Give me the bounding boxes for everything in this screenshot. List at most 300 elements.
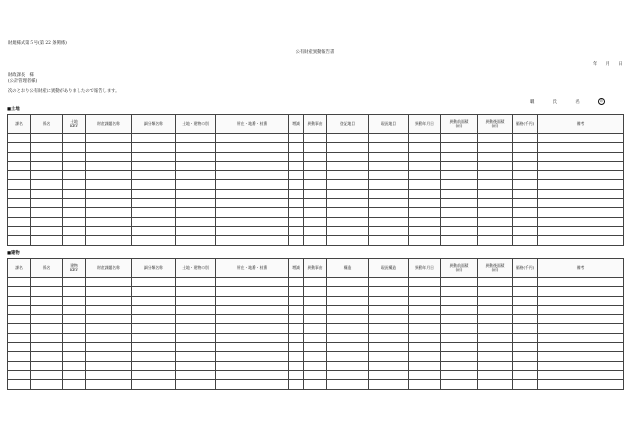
building-table-cell bbox=[538, 296, 624, 305]
building-table-cell bbox=[8, 287, 31, 296]
land-table-cell bbox=[289, 134, 304, 143]
land-header-row bbox=[8, 115, 624, 134]
land-table-cell bbox=[176, 199, 216, 208]
building-table-cell bbox=[327, 333, 369, 342]
building-table-cell bbox=[8, 305, 31, 314]
building-table-cell bbox=[216, 305, 289, 314]
building-table-cell bbox=[176, 287, 216, 296]
building-table-cell bbox=[513, 380, 538, 389]
building-table-cell bbox=[86, 352, 132, 361]
land-table-cell bbox=[304, 143, 327, 152]
building-table-cell bbox=[409, 305, 441, 314]
building-table-cell bbox=[63, 305, 86, 314]
building-table-cell bbox=[63, 324, 86, 333]
building-table-cell bbox=[8, 380, 31, 389]
building-table-cell bbox=[31, 352, 63, 361]
land-table-row bbox=[8, 180, 624, 189]
building-table-cell bbox=[31, 333, 63, 342]
building-table-cell bbox=[289, 370, 304, 379]
land-table-cell bbox=[289, 199, 304, 208]
land-column-header: 現況地目 bbox=[369, 115, 409, 134]
building-table-cell bbox=[86, 278, 132, 287]
land-table-row bbox=[8, 217, 624, 226]
building-table-cell bbox=[409, 343, 441, 352]
building-table-cell bbox=[304, 380, 327, 389]
building-table-cell bbox=[441, 305, 478, 314]
building-table-cell bbox=[63, 333, 86, 342]
building-table-cell bbox=[478, 324, 513, 333]
building-table-row bbox=[8, 305, 624, 314]
land-table bbox=[7, 114, 624, 246]
building-column-header: 現況構造 bbox=[369, 259, 409, 278]
building-table-cell bbox=[441, 324, 478, 333]
land-table-cell bbox=[369, 152, 409, 161]
building-table-cell bbox=[216, 361, 289, 370]
building-column-header: 備考 bbox=[538, 259, 624, 278]
land-table-cell bbox=[176, 143, 216, 152]
land-table-cell bbox=[327, 161, 369, 170]
land-table-cell bbox=[63, 236, 86, 245]
land-table-cell bbox=[216, 236, 289, 245]
land-table-cell bbox=[31, 189, 63, 198]
building-column-header: 価格(千円) bbox=[513, 259, 538, 278]
building-table-cell bbox=[538, 333, 624, 342]
land-table-cell bbox=[304, 236, 327, 245]
land-table-row bbox=[8, 199, 624, 208]
building-table-row bbox=[8, 287, 624, 296]
building-table-cell bbox=[176, 343, 216, 352]
building-table-cell bbox=[216, 380, 289, 389]
land-table-cell bbox=[31, 161, 63, 170]
land-table-cell bbox=[86, 180, 132, 189]
building-table-cell bbox=[327, 324, 369, 333]
land-table-cell bbox=[289, 143, 304, 152]
land-table-cell bbox=[8, 134, 31, 143]
land-table-cell bbox=[327, 134, 369, 143]
land-table-cell bbox=[176, 180, 216, 189]
land-table-cell bbox=[63, 134, 86, 143]
building-table-cell bbox=[513, 315, 538, 324]
land-table-cell bbox=[369, 226, 409, 235]
land-table-cell bbox=[86, 161, 132, 170]
building-table-cell bbox=[513, 278, 538, 287]
land-table-cell bbox=[176, 208, 216, 217]
land-table-cell bbox=[289, 152, 304, 161]
land-table-cell bbox=[478, 134, 513, 143]
land-table-cell bbox=[176, 152, 216, 161]
building-table-cell bbox=[327, 296, 369, 305]
land-table-cell bbox=[538, 180, 624, 189]
land-column-header: 係名 bbox=[31, 115, 63, 134]
land-column-header: 財産課題名称 bbox=[86, 115, 132, 134]
intro-text: 次のとおり公有財産に異動がありましたので報告します。 bbox=[8, 89, 120, 94]
land-table-cell bbox=[369, 208, 409, 217]
land-table-cell bbox=[304, 134, 327, 143]
building-table-cell bbox=[63, 287, 86, 296]
building-table-cell bbox=[409, 370, 441, 379]
building-table-cell bbox=[176, 370, 216, 379]
land-table-cell bbox=[513, 226, 538, 235]
land-column-header: 細分類名称 bbox=[132, 115, 176, 134]
land-column-header: 異動前面積 (㎡) bbox=[441, 115, 478, 134]
building-table-cell bbox=[327, 343, 369, 352]
building-table-cell bbox=[63, 380, 86, 389]
land-table-cell bbox=[289, 189, 304, 198]
building-table-cell bbox=[513, 324, 538, 333]
building-table-cell bbox=[327, 287, 369, 296]
accounting-manager: (公計管理者様) bbox=[8, 79, 38, 84]
building-table-cell bbox=[478, 305, 513, 314]
land-table-cell bbox=[132, 208, 176, 217]
form-code: 財規様式第５号(第 22 条関係) bbox=[8, 41, 67, 46]
building-column-header: 所在・地番・枝番 bbox=[216, 259, 289, 278]
building-table-cell bbox=[369, 352, 409, 361]
land-table-cell bbox=[63, 143, 86, 152]
land-table-cell bbox=[513, 143, 538, 152]
land-table-cell bbox=[369, 199, 409, 208]
land-table-cell bbox=[176, 134, 216, 143]
land-table-cell bbox=[31, 134, 63, 143]
land-table-row bbox=[8, 143, 624, 152]
land-table-cell bbox=[304, 161, 327, 170]
building-table-cell bbox=[8, 352, 31, 361]
land-table-cell bbox=[538, 161, 624, 170]
land-table-cell bbox=[409, 236, 441, 245]
building-table-cell bbox=[176, 305, 216, 314]
date-line bbox=[586, 62, 623, 67]
land-table-cell bbox=[132, 180, 176, 189]
land-table-cell bbox=[132, 226, 176, 235]
land-column-header: 備考 bbox=[538, 115, 624, 134]
land-table-cell bbox=[441, 152, 478, 161]
land-table-cell bbox=[538, 134, 624, 143]
building-table-cell bbox=[304, 315, 327, 324]
land-table-cell bbox=[8, 180, 31, 189]
building-table-cell bbox=[304, 361, 327, 370]
land-table-cell bbox=[86, 189, 132, 198]
building-table-cell bbox=[478, 287, 513, 296]
building-table-cell bbox=[31, 278, 63, 287]
building-table-cell bbox=[369, 361, 409, 370]
land-table-cell bbox=[216, 180, 289, 189]
building-table-cell bbox=[132, 324, 176, 333]
building-table-cell bbox=[216, 287, 289, 296]
building-table-cell bbox=[63, 296, 86, 305]
building-table-row bbox=[8, 324, 624, 333]
land-table-cell bbox=[216, 161, 289, 170]
land-table-cell bbox=[327, 171, 369, 180]
building-table-cell bbox=[369, 343, 409, 352]
land-table-cell bbox=[441, 134, 478, 143]
land-table-cell bbox=[369, 180, 409, 189]
land-table-cell bbox=[478, 143, 513, 152]
building-table-cell bbox=[31, 324, 63, 333]
land-table-cell bbox=[409, 189, 441, 198]
building-table-cell bbox=[63, 315, 86, 324]
land-table-cell bbox=[478, 152, 513, 161]
land-table-cell bbox=[8, 161, 31, 170]
building-table-cell bbox=[86, 315, 132, 324]
building-table-cell bbox=[409, 361, 441, 370]
land-table-cell bbox=[478, 171, 513, 180]
land-table-cell bbox=[63, 161, 86, 170]
building-table-cell bbox=[176, 333, 216, 342]
land-table-cell bbox=[327, 180, 369, 189]
building-table-cell bbox=[289, 324, 304, 333]
building-table-cell bbox=[441, 315, 478, 324]
building-table-cell bbox=[86, 305, 132, 314]
building-table-cell bbox=[31, 287, 63, 296]
building-table-cell bbox=[409, 380, 441, 389]
land-table-cell bbox=[369, 161, 409, 170]
land-column-header: 土地・建物の別 bbox=[176, 115, 216, 134]
building-table-cell bbox=[216, 324, 289, 333]
land-table-cell bbox=[538, 208, 624, 217]
land-table-cell bbox=[132, 152, 176, 161]
building-table-cell bbox=[327, 361, 369, 370]
building-column-header: 細分類名称 bbox=[132, 259, 176, 278]
building-table-cell bbox=[132, 296, 176, 305]
building-table-row bbox=[8, 315, 624, 324]
land-table-cell bbox=[369, 217, 409, 226]
land-table-row bbox=[8, 171, 624, 180]
building-table-cell bbox=[132, 305, 176, 314]
land-table-cell bbox=[86, 226, 132, 235]
building-column-header: 財産課題名称 bbox=[86, 259, 132, 278]
land-table-cell bbox=[86, 134, 132, 143]
date-day-label: 日 bbox=[618, 62, 623, 67]
land-table-cell bbox=[538, 152, 624, 161]
land-table-cell bbox=[289, 208, 304, 217]
land-table-cell bbox=[478, 180, 513, 189]
building-table-cell bbox=[132, 287, 176, 296]
building-table-cell bbox=[304, 370, 327, 379]
building-table-cell bbox=[478, 315, 513, 324]
land-table-cell bbox=[304, 208, 327, 217]
building-table-cell bbox=[8, 333, 31, 342]
building-table-cell bbox=[409, 315, 441, 324]
land-table-cell bbox=[441, 236, 478, 245]
building-body bbox=[8, 278, 624, 390]
building-table-cell bbox=[409, 296, 441, 305]
building-table-cell bbox=[327, 278, 369, 287]
building-table-cell bbox=[304, 352, 327, 361]
building-table-row bbox=[8, 343, 624, 352]
building-table-cell bbox=[369, 315, 409, 324]
land-table-cell bbox=[289, 226, 304, 235]
land-body bbox=[8, 134, 624, 246]
land-table-cell bbox=[409, 217, 441, 226]
building-table bbox=[7, 258, 624, 390]
land-table-cell bbox=[409, 143, 441, 152]
land-table-cell bbox=[8, 208, 31, 217]
building-table-cell bbox=[86, 343, 132, 352]
land-table-cell bbox=[441, 217, 478, 226]
land-table-cell bbox=[31, 226, 63, 235]
land-table-cell bbox=[86, 152, 132, 161]
building-table-cell bbox=[31, 305, 63, 314]
building-table-cell bbox=[132, 315, 176, 324]
building-table-cell bbox=[132, 343, 176, 352]
land-table-cell bbox=[327, 143, 369, 152]
building-table-cell bbox=[176, 315, 216, 324]
building-column-header: 増減 bbox=[289, 259, 304, 278]
land-column-header: 増減 bbox=[289, 115, 304, 134]
land-column-header: 登記地目 bbox=[327, 115, 369, 134]
building-table-cell bbox=[441, 370, 478, 379]
land-table-cell bbox=[441, 161, 478, 170]
building-table-cell bbox=[304, 296, 327, 305]
building-table-cell bbox=[369, 305, 409, 314]
land-table-cell bbox=[216, 143, 289, 152]
building-table-cell bbox=[289, 343, 304, 352]
land-table-cell bbox=[513, 171, 538, 180]
building-table-cell bbox=[369, 296, 409, 305]
building-table-cell bbox=[409, 287, 441, 296]
building-table-cell bbox=[176, 278, 216, 287]
land-table-cell bbox=[132, 199, 176, 208]
signature-title-label: 職 bbox=[530, 99, 535, 105]
land-table-cell bbox=[409, 161, 441, 170]
building-table-row bbox=[8, 370, 624, 379]
building-table-cell bbox=[478, 343, 513, 352]
land-table-cell bbox=[409, 171, 441, 180]
building-table-cell bbox=[31, 343, 63, 352]
land-table-cell bbox=[327, 199, 369, 208]
building-table-row bbox=[8, 361, 624, 370]
land-table-cell bbox=[327, 217, 369, 226]
land-table-cell bbox=[327, 189, 369, 198]
building-column-header: 係名 bbox=[31, 259, 63, 278]
land-table-cell bbox=[63, 171, 86, 180]
building-column-header: 異動前面積 (㎡) bbox=[441, 259, 478, 278]
building-table-cell bbox=[513, 370, 538, 379]
building-section-label: ■建物 bbox=[7, 251, 20, 256]
land-table-cell bbox=[63, 226, 86, 235]
land-table-cell bbox=[441, 208, 478, 217]
building-table-cell bbox=[478, 352, 513, 361]
land-table-cell bbox=[369, 236, 409, 245]
building-table-cell bbox=[86, 296, 132, 305]
land-table-cell bbox=[63, 152, 86, 161]
land-column-header: 課名 bbox=[8, 115, 31, 134]
building-table-cell bbox=[513, 333, 538, 342]
building-table-cell bbox=[216, 343, 289, 352]
land-table-cell bbox=[31, 236, 63, 245]
land-table-cell bbox=[304, 180, 327, 189]
land-table-cell bbox=[289, 180, 304, 189]
building-table-cell bbox=[132, 352, 176, 361]
land-table-cell bbox=[132, 143, 176, 152]
land-table-cell bbox=[478, 189, 513, 198]
document-title: 公有財産異動報告書 bbox=[295, 50, 335, 55]
building-table-cell bbox=[538, 361, 624, 370]
land-table-cell bbox=[538, 217, 624, 226]
building-table-cell bbox=[409, 352, 441, 361]
building-table-cell bbox=[132, 333, 176, 342]
land-table-row bbox=[8, 134, 624, 143]
land-table-cell bbox=[327, 152, 369, 161]
building-table-cell bbox=[409, 278, 441, 287]
building-table-cell bbox=[304, 343, 327, 352]
building-table-cell bbox=[304, 333, 327, 342]
land-table-cell bbox=[369, 189, 409, 198]
land-table-cell bbox=[513, 134, 538, 143]
building-table-cell bbox=[478, 361, 513, 370]
building-table-cell bbox=[216, 296, 289, 305]
building-table-row bbox=[8, 380, 624, 389]
land-table-cell bbox=[538, 171, 624, 180]
building-table-cell bbox=[538, 370, 624, 379]
building-table-cell bbox=[538, 352, 624, 361]
land-table-cell bbox=[8, 189, 31, 198]
building-table-cell bbox=[513, 296, 538, 305]
building-table-cell bbox=[538, 305, 624, 314]
land-table-cell bbox=[132, 134, 176, 143]
land-table-cell bbox=[176, 171, 216, 180]
land-table-cell bbox=[441, 143, 478, 152]
land-table-cell bbox=[31, 208, 63, 217]
land-table-cell bbox=[216, 217, 289, 226]
building-column-header: 異動年月日 bbox=[409, 259, 441, 278]
building-table-cell bbox=[304, 305, 327, 314]
building-table-cell bbox=[441, 333, 478, 342]
building-table-cell bbox=[31, 361, 63, 370]
land-table-cell bbox=[513, 152, 538, 161]
land-table-cell bbox=[513, 217, 538, 226]
land-table-cell bbox=[409, 208, 441, 217]
building-table-cell bbox=[441, 287, 478, 296]
date-month-label: 月 bbox=[605, 62, 610, 67]
land-table-cell bbox=[176, 161, 216, 170]
land-table-cell bbox=[478, 199, 513, 208]
building-table-cell bbox=[369, 324, 409, 333]
land-table-cell bbox=[216, 189, 289, 198]
building-table-cell bbox=[441, 278, 478, 287]
building-table-cell bbox=[409, 324, 441, 333]
building-table-cell bbox=[8, 296, 31, 305]
building-table-cell bbox=[304, 278, 327, 287]
land-table-row bbox=[8, 152, 624, 161]
signature-block bbox=[530, 98, 622, 105]
land-table-cell bbox=[63, 208, 86, 217]
building-table-cell bbox=[538, 287, 624, 296]
building-table-cell bbox=[8, 315, 31, 324]
land-table-cell bbox=[132, 171, 176, 180]
building-table-cell bbox=[369, 333, 409, 342]
building-column-header: 異動後面積 (㎡) bbox=[478, 259, 513, 278]
building-header-row bbox=[8, 259, 624, 278]
building-table-cell bbox=[538, 343, 624, 352]
building-table-cell bbox=[304, 287, 327, 296]
building-table-cell bbox=[86, 333, 132, 342]
building-table-cell bbox=[289, 287, 304, 296]
land-table-cell bbox=[369, 143, 409, 152]
building-column-header: 異動事由 bbox=[304, 259, 327, 278]
building-table-cell bbox=[289, 352, 304, 361]
land-table-cell bbox=[441, 189, 478, 198]
land-table-cell bbox=[86, 208, 132, 217]
land-table-cell bbox=[86, 171, 132, 180]
building-table-cell bbox=[513, 352, 538, 361]
land-table-cell bbox=[63, 199, 86, 208]
land-table-cell bbox=[132, 161, 176, 170]
signature-surname-label: 氏 bbox=[552, 99, 557, 105]
land-table-cell bbox=[8, 226, 31, 235]
building-table-cell bbox=[63, 361, 86, 370]
building-column-header: 課名 bbox=[8, 259, 31, 278]
land-table-cell bbox=[31, 217, 63, 226]
